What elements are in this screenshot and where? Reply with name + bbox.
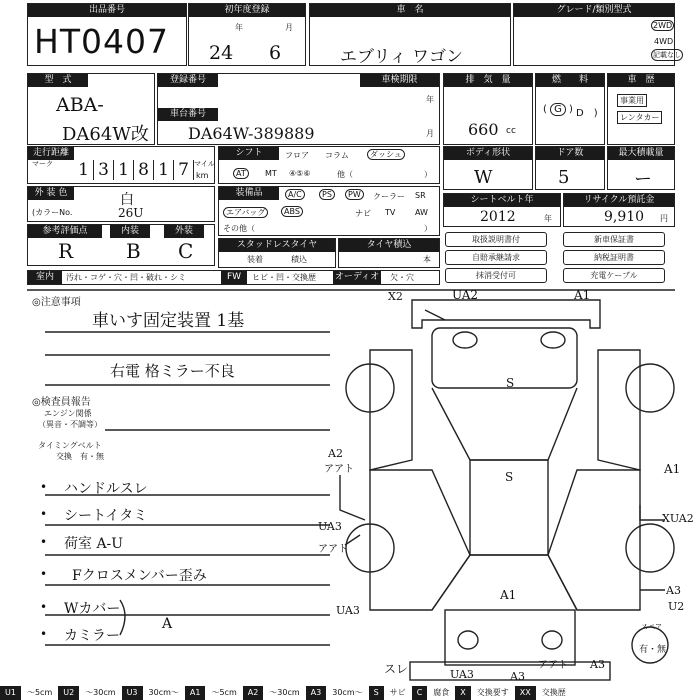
legend-value: サビ [389,688,406,697]
capacity-value: ー [634,169,652,190]
lot-number: HT0407 [34,22,169,61]
interior-value: B [126,239,141,263]
displacement-unit: cc [506,126,516,136]
headlight-left [453,332,477,348]
fuel-gasoline: ( G ) [543,104,573,115]
legend-value: 交換歴 [541,688,566,697]
a2-pointer [340,475,365,520]
inspector-bullet: • [40,567,48,581]
mileage-unit-km: km [196,171,209,180]
inspector-bullet: • [40,480,48,494]
audio-items: 欠・穴 [390,273,414,282]
first-registration-year: 24 [209,42,234,64]
studless-label: スタッドレスタイヤ [219,239,335,252]
fuel-diesel: D ) [576,108,598,119]
liability-button[interactable]: 自賠承継請求 [445,250,547,265]
legend-key: A2 [243,686,264,700]
first-registration-label: 初年度登録 [189,4,305,17]
legend-key: X [455,686,470,700]
mark-patch-left: アアト [324,464,354,475]
color-label: 外 装 色 [28,187,74,200]
rating-value: R [58,239,74,263]
equip-abs: ABS [281,207,303,216]
legend-value: 30cm～ [148,688,179,697]
month-unit: 月 [285,23,293,32]
equip-nav: ナビ [355,209,371,218]
mark-ua2: UA2 [452,288,479,302]
inspector-item: Fクロスメンバー歪み [72,568,207,584]
body-type-label: ボディ形状 [444,147,532,160]
engine-sub-label: （異音・不調等） [38,420,102,429]
model-value-1: ABA- [56,94,104,116]
usage-rental: レンタカー [617,111,662,124]
equip-cooler: クーラー [373,192,405,201]
car-name-label: 車 名 [310,4,510,17]
equip-other: その他（ [223,224,255,233]
equipment-label: 装備品 [219,187,279,200]
mark-xua2-right: XUA2 [662,512,694,525]
shift-dash: ダッシュ [367,149,405,160]
front-right-wheel [626,364,674,412]
inspector-label: ◎検査員報告 [32,397,91,408]
drive-4wd: 4WD [654,37,674,46]
legend-key: A3 [306,686,327,700]
mark-s-roof: S [505,470,514,484]
note-line-2: 右電 格ミラー不良 [110,362,235,380]
legend-value: ～5cm [26,688,53,697]
color-value: 白 [120,192,134,208]
exterior-value: C [178,239,194,263]
legend-key: C [412,686,428,700]
legend-value: ～30cm [85,688,116,697]
notes-label: ◎注意事項 [32,297,81,308]
shift-label: シフト [219,147,279,160]
deregistration-button[interactable]: 抹消受付可 [445,268,547,283]
x2-pointer [425,310,445,320]
tire-load-label: タイヤ積込 [339,239,439,252]
fuel-label: 燃 料 [536,74,604,87]
mark-ua3-rear: UA3 [450,668,474,681]
color-number-label: (カラーNo. [32,208,73,217]
lot-label: 出品番号 [28,4,186,17]
mark-ua3-lower: UA3 [336,604,360,617]
mileage-mark: マーク [32,160,53,168]
shift-mt: MT [265,169,277,178]
rating-label: 参考評価点 [28,225,102,238]
mileage-digit: 3 [94,160,114,180]
equip-other-close: ） [424,224,432,233]
inspection-year-unit: 年 [426,95,434,104]
charge-cable-button[interactable]: 充電ケーブル [563,268,665,283]
mileage-digit: 1 [114,160,134,180]
engine-label: エンジン関係 [44,409,92,418]
model-label: 型 式 [28,74,88,87]
inspector-item: ハンドルスレ [64,481,148,497]
mark-a2-left: A2 [328,447,343,460]
shift-column: コラム [325,151,349,160]
mark-s-hood: S [506,376,515,390]
windshield-items: ヒビ・凹・交換歴 [252,273,316,282]
legend-key: XX [515,686,536,700]
equip-pw: PW [345,190,364,199]
headlight-right [541,332,565,348]
inspector-item: 荷室 A-U [64,536,124,552]
mark-u2-right: U2 [668,600,685,613]
usage-business: 事業用 [617,94,647,107]
mark-a3-right: A3 [666,584,681,597]
first-registration-month: 6 [269,42,282,64]
legend-key: U2 [58,686,79,700]
recycle-label: リサイクル預託金 [564,194,674,207]
left-front-fender [370,350,412,470]
legend-key: A1 [185,686,206,700]
note-line-1: 車いす固定装置 1基 [92,311,245,331]
equip-ac: A/C [285,190,305,199]
spare-label: スペア [641,623,662,631]
recycle-unit: 円 [660,214,668,223]
tax-cert-button[interactable]: 納税証明書 [563,250,665,265]
displacement-value: 660 [468,120,499,139]
mark-a1-right: A1 [664,462,681,476]
shift-gears: ④⑤⑥ [289,169,311,178]
inspector-bullet: • [40,507,48,521]
inspector-item: Wカバー [64,601,121,617]
displacement-label: 排 気 量 [444,74,532,87]
timing-belt-label: タイミングベルト [38,441,102,450]
equip-airbag: エアバッグ [223,207,268,218]
taillight-left [458,631,478,649]
grade-label: グレード/類別型式 [514,4,674,17]
front-bumper [412,300,600,328]
inspector-bracket-mark: A [162,616,173,632]
mileage-label: 走行距離 [28,147,74,160]
legend-key: S [369,686,384,700]
inspector-bullet: • [40,535,48,549]
timing-belt-exchange: 交換 有・無 [56,452,104,461]
right-front-fender [598,350,640,470]
mark-x2: X2 [388,290,403,303]
mark-a3-rear: A3 [510,670,525,683]
mark-a1-top: A1 [574,288,591,302]
mark-patch-left2: アアト [318,544,348,555]
mileage-digit: 1 [74,160,94,180]
taillight-right [542,631,562,649]
shift-floor: フロア [285,151,309,160]
color-code: 26U [118,206,144,220]
inspection-month-unit: 月 [426,129,434,138]
mark-sure: スレ [384,662,409,676]
legend-value: ～5cm [211,688,237,697]
exterior-label: 外装 [164,225,204,238]
studless-attached: 装着 [247,255,263,264]
inspector-bracket [120,600,125,635]
equip-sr: SR [415,191,426,200]
mark-a3-rear2: A3 [590,658,605,671]
seatbelt-unit: 年 [544,214,552,223]
inspector-item: シートイタミ [64,508,148,524]
legend-value: 腐食 [433,688,450,697]
shift-at: AT [233,169,249,178]
inspector-bullet: • [40,600,48,614]
legend-value: 交換要す [476,688,509,697]
doors-label: ドア数 [536,147,604,160]
interior-status-label: 室内 [28,271,62,284]
recycle-value: 9,910 [604,209,645,225]
manual-button[interactable]: 取扱説明書付 [445,232,547,247]
legend-key: U1 [0,686,21,700]
mileage-digit: 7 [174,160,194,180]
equip-tv: TV [385,208,396,217]
drive-none: 記載なし [653,51,681,59]
tire-load-unit: 本 [423,255,431,264]
legend-key: U3 [122,686,143,700]
car-name: エブリィ ワゴン [340,47,464,67]
seatbelt-value: 2012 [480,209,516,225]
registration-number-label: 登録番号 [158,74,218,87]
equip-aw: AW [415,208,428,217]
inspection-label: 車検期限 [360,74,439,87]
damage-legend [0,686,700,700]
legend-value: 30cm～ [332,688,363,697]
model-value-2: DA64W改 [62,124,149,145]
equip-ps: PS [319,190,335,199]
capacity-label: 最大積載量 [608,147,674,160]
mileage-digit: 8 [134,160,154,180]
doors-value: 5 [558,167,570,188]
shift-other-close: ） [424,170,432,179]
mark-a1-rear: A1 [500,588,517,602]
inspector-bullet: • [40,627,48,641]
warranty-button[interactable]: 新車保証書 [563,232,665,247]
body-type-value: W [474,167,493,188]
drive-2wd: 2WD [653,21,673,30]
right-doors [548,470,640,610]
chassis-number-label: 車台番号 [158,108,218,121]
mileage-digit: 1 [154,160,174,180]
windshield-label: FW [221,271,247,284]
left-doors [370,470,470,610]
legend-value: ～30cm [269,688,300,697]
spare-value: 有・無 [639,645,667,655]
mark-ua3-left: UA3 [318,520,342,533]
interior-label: 内装 [110,225,150,238]
history-label: 車 歴 [608,74,674,87]
interior-status-items: 汚れ・コゲ・穴・凹・破れ・シミ [66,273,186,282]
mileage-unit-mile: マイル [194,160,215,168]
shift-other: 他（ [337,170,353,179]
mark-patch-rear: アアト [538,660,568,671]
rear-right-wheel [626,524,674,572]
chassis-number: DA64W-389889 [188,124,315,143]
seatbelt-label: シートベルト年 [444,194,560,207]
windshield [432,388,577,460]
year-unit: 年 [235,23,243,32]
studless-loaded: 積込 [291,255,307,264]
inspector-item: カミラー [64,628,120,644]
audio-label: オーディオ [334,272,380,282]
